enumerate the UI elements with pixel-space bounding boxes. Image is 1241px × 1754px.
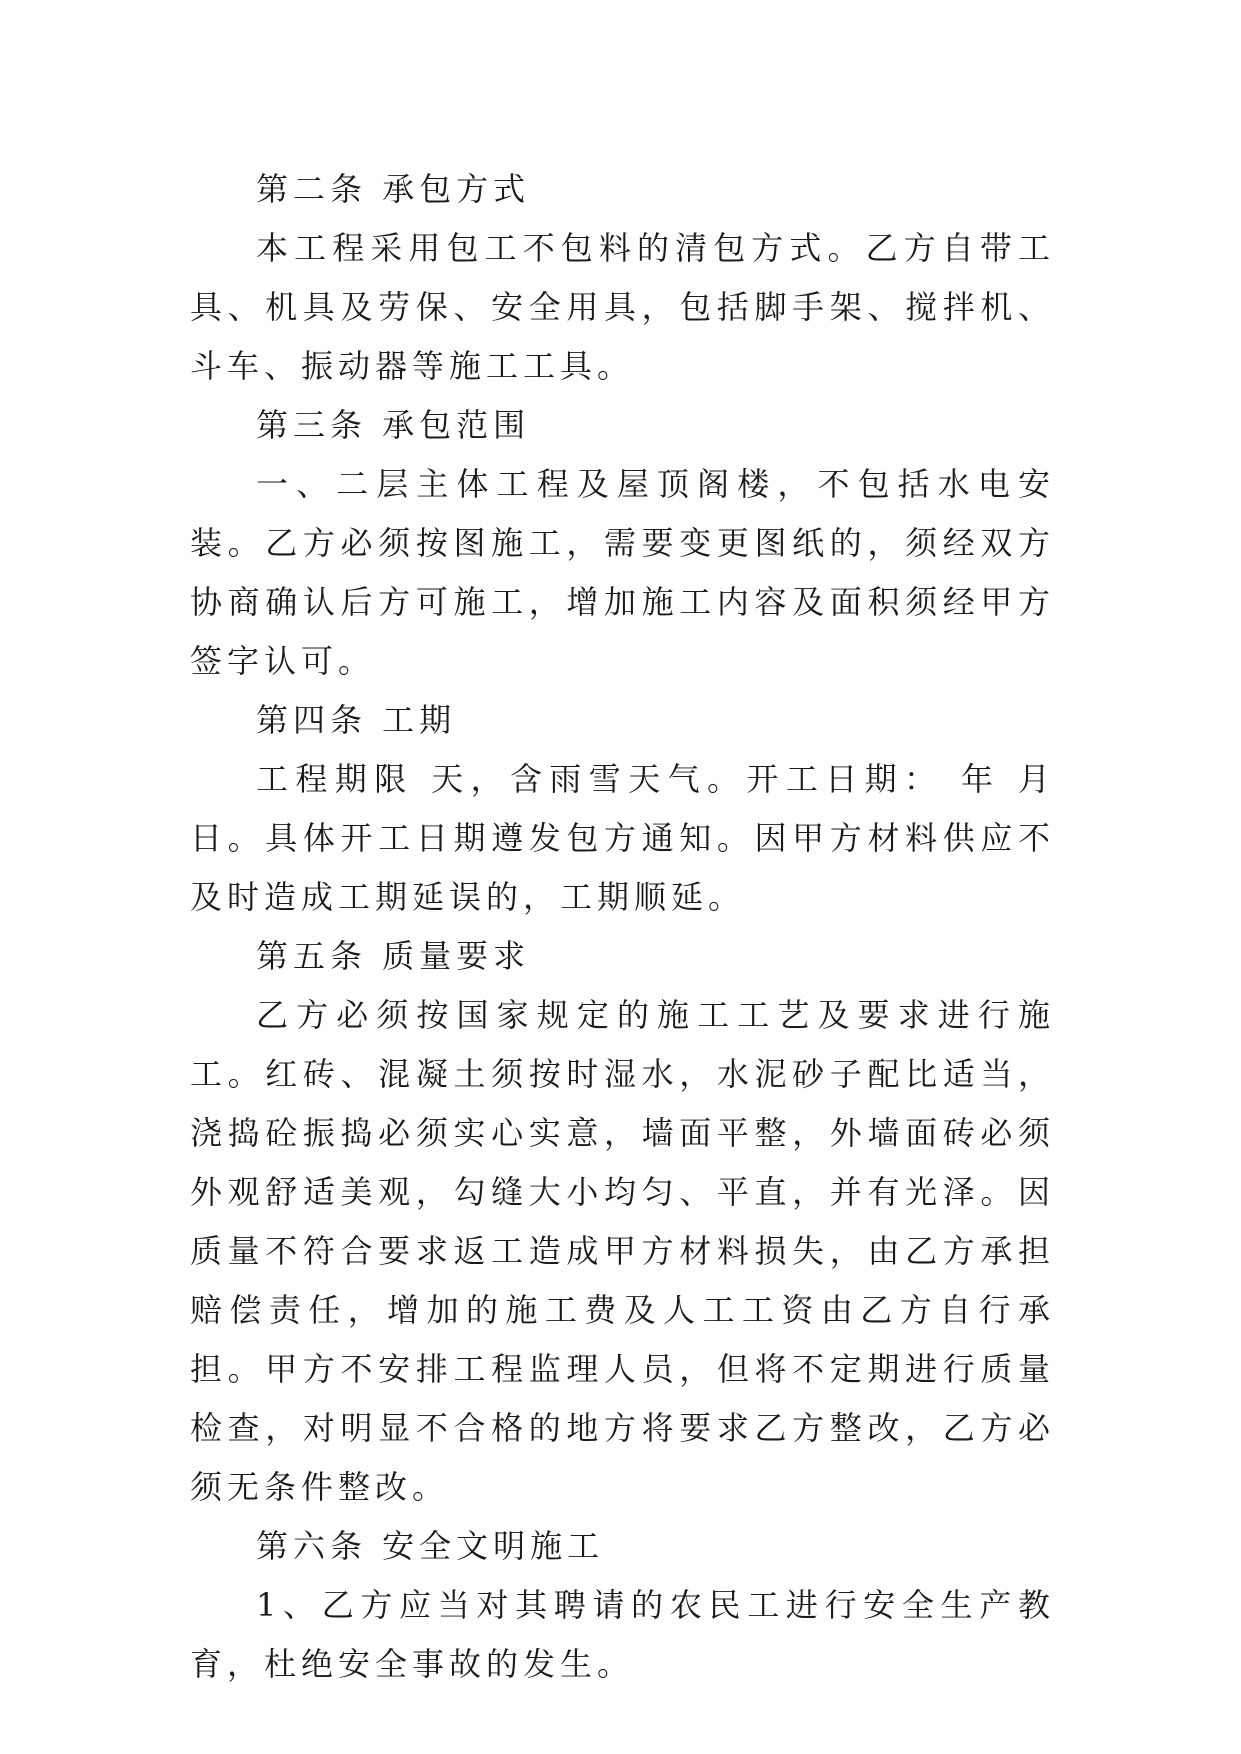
section-4-paragraph-1: 工程期限 天，含雨雪天气。开工日期： 年 月 日。具体开工日期遵发包方通知。因甲方材料供应不及时造成工期延误的，工期顺延。: [190, 760, 1055, 916]
section-6-paragraph-1: 1、乙方应当对其聘请的农民工进行安全生产教育，杜绝安全事故的发生。: [190, 1586, 1055, 1683]
section-heading-6: 第六条 安全文明施工: [256, 1527, 605, 1565]
document-page: [190, 160, 1055, 1694]
section-5-paragraph-1: 乙方必须按国家规定的施工工艺及要求进行施工。红砖、混凝土须按时湿水，水泥砂子配比适当，浇捣砼振捣必须实心实意，墙面平整，外墙面砖必须外观舒适美观，勾缝大小均匀、平直，并有光泽。因质量不符合要求返工造成甲方材料损失，由乙方承担赔偿责任，增加的施工费及人工工资由乙方自行承担。甲方不安排工程监理人员，但将不定期进行质量检查，对明显不合格的地方将要求乙方整改，乙方必须无条件整改。: [190, 996, 1055, 1506]
section-heading-4: 第四条 工期: [256, 701, 457, 739]
section-2-paragraph-1: 本工程采用包工不包料的清包方式。乙方自带工具、机具及劳保、安全用具，包括脚手架、搅拌机、斗车、振动器等施工工具。: [190, 229, 1055, 385]
section-heading-3: 第三条 承包范围: [256, 406, 531, 444]
section-heading-5: 第五条 质量要求: [256, 937, 531, 975]
section-heading-2: 第二条 承包方式: [256, 170, 531, 208]
section-3-paragraph-1: 一、二层主体工程及屋顶阁楼，不包括水电安装。乙方必须按图施工，需要变更图纸的，须经双方协商确认后方可施工，增加施工内容及面积须经甲方签字认可。: [190, 465, 1055, 680]
